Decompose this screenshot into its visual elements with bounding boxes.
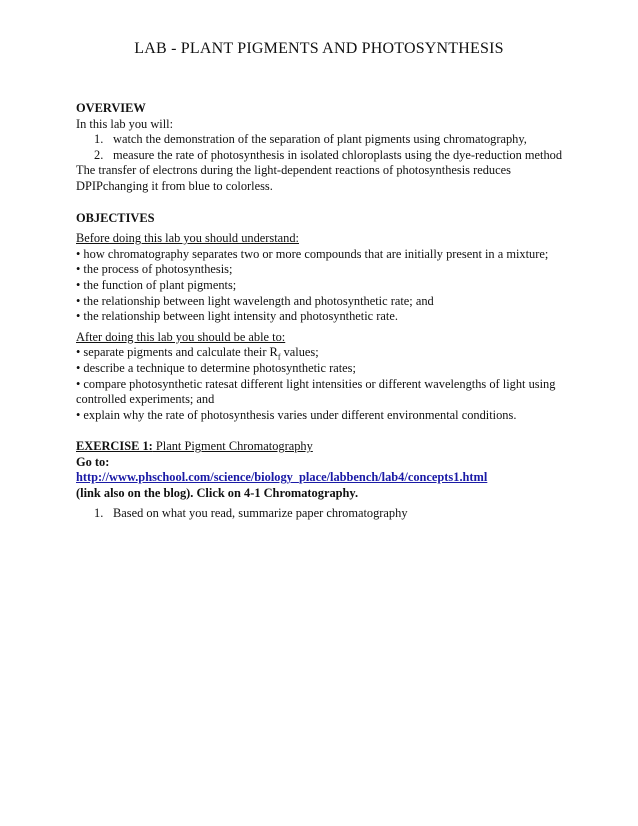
overview-heading: OVERVIEW [76, 101, 146, 115]
question-number: 1. [94, 505, 104, 520]
rf-prefix: • separate pigments and calculate their R [76, 345, 278, 360]
document-body [76, 101, 571, 521]
able-item: • describe a technique to determine photosynthetic rates; [76, 360, 356, 375]
exercise-subtitle: Plant Pigment Chromatography [152, 439, 313, 454]
understand-item: • the relationship between light intensity and photosynthetic rate. [76, 309, 398, 324]
exercise-heading: EXERCISE 1: [76, 439, 153, 454]
list-item-text: measure the rate of photosynthesis in isolated chloroplasts using the dye-reduction method [113, 147, 563, 162]
rf-subscript: f [277, 352, 281, 362]
able-item: • explain why the rate of photosynthesis varies under different environmental conditions. [76, 407, 517, 422]
question-text: Based on what you read, summarize paper chromatography [113, 505, 408, 520]
understand-item: • how chromatography separates two or more compounds that are initially present in a mixture; [76, 246, 549, 261]
list-item-text: watch the demonstration of the separation of plant pigments using chromatography, [113, 132, 527, 147]
goto-label: Go to: [76, 454, 110, 469]
overview-summary: The transfer of electrons during the light-dependent reactions of photosynthesis reduces DPIPchanging it from blue to colorless. [76, 163, 511, 193]
question-item [76, 506, 571, 522]
overview-intro: In this lab you will: [76, 116, 174, 131]
objectives-heading: OBJECTIVES [76, 210, 155, 225]
overview-list [76, 132, 571, 163]
list-item [76, 132, 571, 148]
able-item-rf [76, 345, 571, 361]
list-number: 1. [94, 132, 104, 147]
understand-label: Before doing this lab you should understand: [76, 231, 300, 246]
understand-item: • the process of photosynthesis; [76, 262, 233, 277]
exercise-note: (link also on the blog). Click on 4-1 Chromatography. [76, 486, 359, 501]
able-item: • compare photosynthetic ratesat different light intensities or different wavelengths of light using controlled experiments; and [76, 376, 556, 407]
understand-item: • the function of plant pigments; [76, 277, 237, 292]
list-item [76, 148, 571, 164]
exercise-link[interactable]: http://www.phschool.com/science/biology_place/labbench/lab4/concepts1.html [76, 470, 488, 485]
page-title: LAB - PLANT PIGMENTS AND PHOTOSYNTHESIS [134, 40, 504, 57]
question-list [76, 506, 571, 522]
rf-suffix: values; [280, 345, 319, 360]
able-label: After doing this lab you should be able to: [76, 329, 286, 344]
understand-item: • the relationship between light wavelength and photosynthetic rate; and [76, 293, 434, 308]
exercise-title [76, 439, 571, 455]
list-number: 2. [94, 147, 104, 162]
